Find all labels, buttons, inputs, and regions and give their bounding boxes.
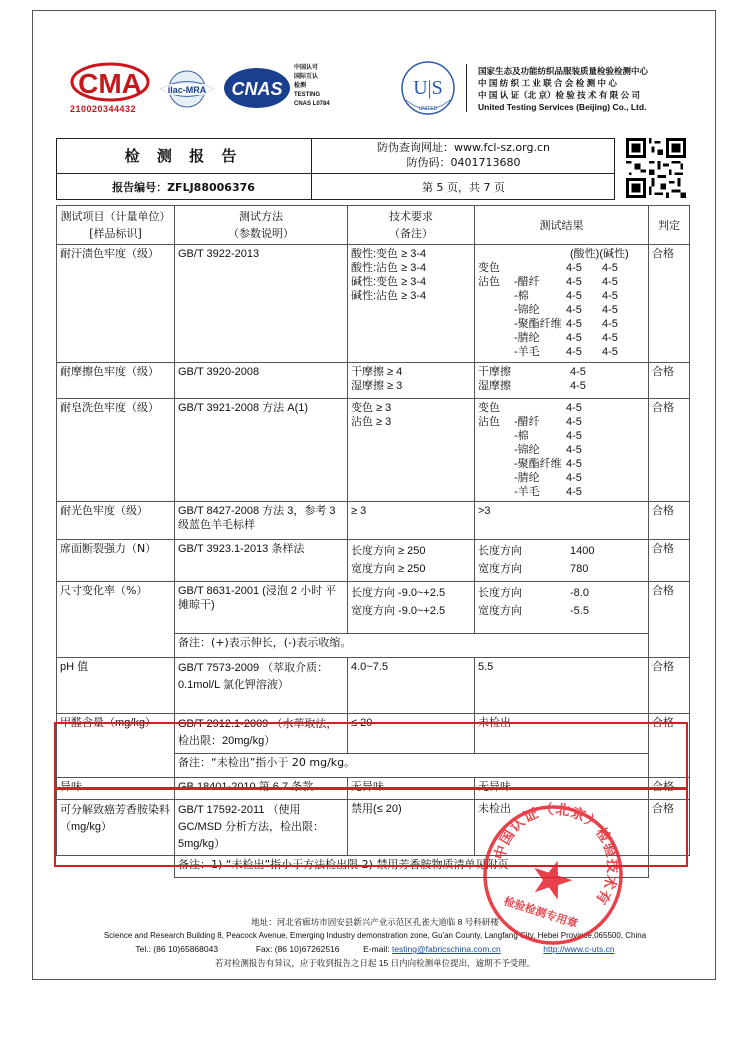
svg-text:U|S: U|S xyxy=(413,77,443,99)
row-verdict: 合格 xyxy=(649,245,690,363)
result-cell: -聚酯纤维 xyxy=(514,318,562,330)
row-result xyxy=(475,399,649,502)
row-requirement: 变色 ≥ 3 沾色 ≥ 3 xyxy=(348,399,475,502)
row-item: pH 值 xyxy=(57,658,175,714)
table-row xyxy=(57,582,690,634)
result-cell: 4-5 xyxy=(566,332,582,344)
col-header-verdict: 判定 xyxy=(649,206,690,245)
row-item: 尺寸变化率（%） xyxy=(57,582,175,658)
row-requirement: 禁用(≤ 20) xyxy=(348,800,475,856)
row-requirement: 长度方向 ≥ 250 宽度方向 ≥ 250 xyxy=(348,540,475,582)
footer-address-cn: 地址：河北省廊坊市固安县新兴产业示范区孔雀大道临 8 号科研楼 xyxy=(251,917,499,927)
row-item: 耐汗渍色牢度（级） xyxy=(57,245,175,363)
result-cell xyxy=(478,457,514,471)
table-row xyxy=(57,245,690,363)
row-result: 长度方向 1400 宽度方向 780 xyxy=(475,540,649,582)
uts-company-name: 国家生态及功能纺织品服装质量检验检测中心 中 国 纺 织 工 业 联 合 会 检 测 中 心 中 国 认 证（北 京）检 验 技 术 有 限 公 司 United Testing Services (Beijing) Co., Ltd. xyxy=(478,66,649,112)
footer-address-en: Science and Research Building 8, Peacock Avenue, Emerging Industry demonstration zone, Gu'an County, Langfang City, Hebei Province,065500, China xyxy=(103,931,647,940)
anti-counterfeit-info xyxy=(312,138,615,174)
row-item: 耐皂洗色牢度（级） xyxy=(57,399,175,502)
row-method: GB/T 8631-2001 (浸泡 2 小时 平摊晾干) xyxy=(175,582,348,634)
result-cell: -醋纤 xyxy=(514,416,540,428)
cma-code: 210020344432 xyxy=(70,104,137,114)
result-cell: -棉 xyxy=(514,290,529,302)
result-cell: -棉 xyxy=(514,430,529,442)
result-cell: 沾色 xyxy=(478,276,500,288)
cnas-accreditation-text: 中国认可 国际互认 检测 TESTING CNAS L0784 xyxy=(294,65,330,107)
footer-tel: Tel.: (86 10)65868043 xyxy=(135,944,219,954)
row-requirement: ≥ 3 xyxy=(348,502,475,540)
svg-text:检验检测专用章: 检验检测专用章 xyxy=(502,894,580,931)
row-result: (酸性)(碱性) 变色 4-5 4-5 沾色 -醋纤 4-5 4-5 -棉 4-5 4-5 -锦纶 4-5 4-5 -聚酯纤维 4-5 4-5 -腈纶 4-5 4-5 -羊毛 4-5 4-5 xyxy=(475,245,649,363)
official-seal-stamp xyxy=(478,800,628,950)
row-note: 备注：“未检出”指小于 20 mg/kg。 xyxy=(175,754,649,778)
result-cell xyxy=(478,331,514,345)
row-result: 5.5 xyxy=(475,658,649,714)
row-verdict: 合格 xyxy=(649,778,690,800)
col-header-requirement: 技术要求 （备注） xyxy=(348,206,475,245)
svg-text:中国认证（北京）检验技术有限公司: 中国认证（北京）检验技术有限公司 xyxy=(492,801,620,908)
row-item: 异味 xyxy=(57,778,175,800)
result-cell: -醋纤 xyxy=(514,276,540,288)
result-cell: 4-5 xyxy=(602,318,618,330)
ilac-mra-logo xyxy=(156,70,218,108)
table-row xyxy=(57,502,690,540)
footer-email-link[interactable]: testing@fabricschina.com.cn xyxy=(391,944,501,954)
row-verdict: 合格 xyxy=(649,800,690,856)
result-cell: 沾色 xyxy=(478,416,500,428)
row-verdict: 合格 xyxy=(649,658,690,714)
result-cell: 4-5 xyxy=(602,332,618,344)
row-result: 无异味 xyxy=(475,778,649,800)
result-cell xyxy=(514,401,566,415)
row-item: 可分解致癌芳香胺染料（mg/kg） xyxy=(57,800,175,856)
result-cell: 4-5 xyxy=(566,262,582,274)
col-header-item: 测试项目（计量单位） [样品标识] xyxy=(57,206,175,245)
footer-fax: Fax: (86 10)67262516 xyxy=(255,944,340,954)
row-method: GB 18401-2010 第 6.7 条款 xyxy=(175,778,348,800)
footer-email-label: E-mail: xyxy=(363,944,390,954)
row-verdict: 合格 xyxy=(649,363,690,399)
result-cell: 4-5 xyxy=(566,318,582,330)
result-cell: 4-5 xyxy=(602,262,618,274)
row-requirement: 酸性:变色 ≥ 3-4 酸性:沾色 ≥ 3-4 碱性:变色 ≥ 3-4 碱性:沾色 ≥ 3-4 xyxy=(348,245,475,363)
row-item: 耐摩擦色牢度（级） xyxy=(57,363,175,399)
row-item: 耐光色牢度（级） xyxy=(57,502,175,540)
result-cell xyxy=(514,261,566,275)
row-verdict: 合格 xyxy=(649,502,690,540)
result-cell xyxy=(478,485,514,499)
result-cell: 4-5 xyxy=(566,486,582,498)
anti-counterfeit-code: 防伪码：0401713680 xyxy=(406,156,521,169)
row-method: GB/T 3921-2008 方法 A(1) xyxy=(175,399,348,502)
col-header-result: 测试结果 xyxy=(475,206,649,245)
report-title: 检 测 报 告 xyxy=(56,138,312,174)
row-method: GB/T 8427-2008 方法 3，参考 3 级蓝色羊毛标样 xyxy=(175,502,348,540)
result-cell: 4-5 xyxy=(602,346,618,358)
result-cell: -羊毛 xyxy=(514,486,540,498)
row-requirement: 干摩擦 ≥ 4 湿摩擦 ≥ 3 xyxy=(348,363,475,399)
result-cell: 4-5 xyxy=(602,276,618,288)
result-cell: 变色 xyxy=(478,262,500,274)
result-cell: 4-5 xyxy=(566,458,582,470)
result-cell: -腈纶 xyxy=(514,472,540,484)
row-requirement: 无异味 xyxy=(348,778,475,800)
svg-text:CMA: CMA xyxy=(78,68,142,99)
footer-notice: 若对检测报告有异议，应于收到报告之日起 15 日内向检测单位提出，逾期不予受理。 xyxy=(214,958,536,968)
result-cell: 4-5 xyxy=(566,304,582,316)
row-result: 长度方向 -8.0 宽度方向 -5.5 xyxy=(475,582,649,634)
result-cell xyxy=(478,429,514,443)
table-header-row xyxy=(57,206,690,245)
result-cell: -锦纶 xyxy=(514,304,540,316)
row-result: 干摩擦 4-5 湿摩擦 4-5 xyxy=(475,363,649,399)
result-cell xyxy=(478,345,514,359)
row-method: GB/T 7573-2009 （萃取介质：0.1mol/L 氯化钾溶液） xyxy=(175,658,348,714)
row-verdict: 合格 xyxy=(649,399,690,502)
table-row xyxy=(57,540,690,582)
page-indicator: 第 5 页，共 7 页 xyxy=(422,181,505,194)
result-cell: 4-5 xyxy=(602,290,618,302)
row-item: 甲醛含量（mg/kg） xyxy=(57,714,175,778)
result-cell: 4-5 xyxy=(566,276,582,288)
row-requirement: 4.0~7.5 xyxy=(348,658,475,714)
report-number: 报告编号：ZFLJ88006376 xyxy=(56,174,312,200)
result-cell: 4-5 xyxy=(566,430,582,442)
result-cell: -锦纶 xyxy=(514,444,540,456)
uts-logo xyxy=(396,58,460,120)
final-note: 备注：1) “未检出”指小于方法检出限 2) 禁用芳香胺物质清单见附页 xyxy=(175,856,649,878)
result-cell: 4-5 xyxy=(566,402,582,414)
row-item: 席面断裂强力（N） xyxy=(57,540,175,582)
col-header-method: 测试方法 （参数说明） xyxy=(175,206,348,245)
query-url: 防伪查询网址：www.fcl-sz.org.cn xyxy=(377,141,550,154)
table-row xyxy=(57,363,690,399)
svg-text:UNITED: UNITED xyxy=(418,106,438,112)
row-result: 未检出 xyxy=(475,800,649,856)
svg-text:CNAS: CNAS xyxy=(231,79,283,99)
result-cell: 4-5 xyxy=(566,444,582,456)
row-requirement: 长度方向 -9.0~+2.5 宽度方向 -9.0~+2.5 xyxy=(348,582,475,634)
result-cell: 4-5 xyxy=(566,416,582,428)
footer-website-link[interactable]: http://www.c-uts.cn xyxy=(543,944,615,954)
row-result: 未检出 xyxy=(475,714,649,754)
row-verdict: 合格 xyxy=(649,582,690,658)
result-cell: 4-5 xyxy=(566,290,582,302)
result-cell: 4-5 xyxy=(566,472,582,484)
row-method: GB/T 3923.1-2013 条样法 xyxy=(175,540,348,582)
result-cell xyxy=(478,471,514,485)
cnas-logo xyxy=(222,66,292,110)
svg-text:ilac-MRA: ilac-MRA xyxy=(167,85,207,95)
row-method: GB/T 2912.1-2009 （水萃取法，检出限：20mg/kg） xyxy=(175,714,348,754)
result-cell: -腈纶 xyxy=(514,332,540,344)
highlight-box-formaldehyde xyxy=(54,722,688,789)
result-cell xyxy=(478,317,514,331)
row-verdict: 合格 xyxy=(649,714,690,778)
row-requirement: ≤ 20 xyxy=(348,714,475,754)
result-cell: -聚酯纤维 xyxy=(514,458,562,470)
result-cell xyxy=(478,289,514,303)
result-cell xyxy=(478,443,514,457)
result-cell xyxy=(478,303,514,317)
qr-code xyxy=(626,138,686,198)
row-note: 备注：(+)表示伸长，(-)表示收缩。 xyxy=(175,634,649,658)
row-method: GB/T 3922-2013 xyxy=(175,245,348,363)
result-cell: 4-5 xyxy=(602,304,618,316)
logo-separator xyxy=(466,64,467,112)
result-cell: 4-5 xyxy=(566,346,582,358)
row-method: GB/T 17592-2011 （使用 GC/MSD 分析方法，检出限：5mg/kg） xyxy=(175,800,348,856)
row-verdict: 合格 xyxy=(649,540,690,582)
result-cell: -羊毛 xyxy=(514,346,540,358)
result-cell: 变色 xyxy=(478,402,500,414)
table-row xyxy=(57,399,690,502)
table-row xyxy=(57,658,690,714)
row-method: GB/T 3920-2008 xyxy=(175,363,348,399)
row-result: >3 xyxy=(475,502,649,540)
